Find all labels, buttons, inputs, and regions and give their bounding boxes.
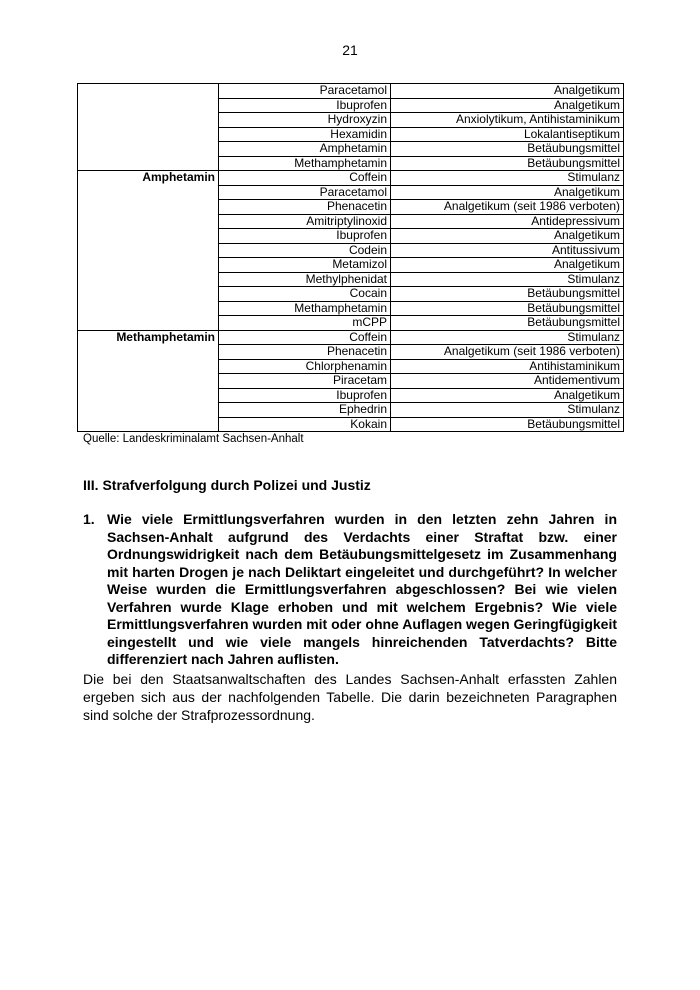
table-row bbox=[78, 272, 624, 287]
category-cell: Betäubungsmittel bbox=[391, 316, 624, 331]
table-row bbox=[78, 243, 624, 258]
table-row bbox=[78, 127, 624, 142]
substance-cell: Chlorphenamin bbox=[219, 359, 391, 374]
category-cell: Analgetikum bbox=[391, 258, 624, 273]
category-cell: Antitussivum bbox=[391, 243, 624, 258]
category-cell: Betäubungsmittel bbox=[391, 417, 624, 432]
group-cell bbox=[78, 403, 219, 418]
group-cell bbox=[78, 98, 219, 113]
page-number: 21 bbox=[342, 42, 358, 58]
substance-cell: Piracetam bbox=[219, 374, 391, 389]
table-body bbox=[78, 84, 624, 432]
group-cell: Amphetamin bbox=[78, 171, 219, 186]
substance-cell: Coffein bbox=[219, 171, 391, 186]
substance-cell: Ibuprofen bbox=[219, 388, 391, 403]
substance-cell: Ibuprofen bbox=[219, 229, 391, 244]
category-cell: Anxiolytikum, Antihistaminikum bbox=[391, 113, 624, 128]
group-cell bbox=[78, 374, 219, 389]
substance-cell: Hydroxyzin bbox=[219, 113, 391, 128]
category-cell: Lokalantiseptikum bbox=[391, 127, 624, 142]
substance-cell: Codein bbox=[219, 243, 391, 258]
table-row bbox=[78, 330, 624, 345]
table-row bbox=[78, 214, 624, 229]
substance-cell: Hexamidin bbox=[219, 127, 391, 142]
category-cell: Antihistaminikum bbox=[391, 359, 624, 374]
category-cell: Analgetikum bbox=[391, 84, 624, 99]
group-cell bbox=[78, 127, 219, 142]
table-row bbox=[78, 200, 624, 215]
table-row bbox=[78, 359, 624, 374]
substance-cell: Methamphetamin bbox=[219, 156, 391, 171]
group-cell bbox=[78, 345, 219, 360]
table-row bbox=[78, 316, 624, 331]
table-row bbox=[78, 185, 624, 200]
substance-cell: Cocain bbox=[219, 287, 391, 302]
category-cell: Stimulanz bbox=[391, 403, 624, 418]
category-cell: Analgetikum bbox=[391, 98, 624, 113]
group-cell bbox=[78, 272, 219, 287]
group-cell bbox=[78, 359, 219, 374]
substance-cell: mCPP bbox=[219, 316, 391, 331]
category-cell: Betäubungsmittel bbox=[391, 156, 624, 171]
question-text: Wie viele Ermittlungsverfahren wurden in den letzten zehn Jahren in Sachsen-Anhalt aufgrund des Verdachts einer Straftat bzw. einer Ordnungswidrigkeit nach dem Betäubungsmittelgesetz im Zusammenhang mit harten Drogen je nach Deliktart eingeleitet und durchgeführt? In welcher Weise wurden die Ermittlungsverfahren abgeschlossen? Bei wie vielen Verfahren wurde Klage erhoben und mit welchem Ergebnis? Wie viele Ermittlungsverfahren wurden mit oder ohne Auflagen wegen Geringfügigkeit eingestellt und wie viele mangels hinreichenden Tatverdachts? Bitte differenziert nach Jahren auflisten. bbox=[107, 511, 617, 667]
category-cell: Betäubungsmittel bbox=[391, 142, 624, 157]
section-heading: III. Strafverfolgung durch Polizei und Justiz bbox=[83, 477, 371, 493]
table-row bbox=[78, 258, 624, 273]
group-cell bbox=[78, 185, 219, 200]
group-cell bbox=[78, 214, 219, 229]
table-row bbox=[78, 301, 624, 316]
group-cell bbox=[78, 258, 219, 273]
group-cell bbox=[78, 84, 219, 99]
substance-table bbox=[77, 83, 624, 432]
substance-cell: Phenacetin bbox=[219, 345, 391, 360]
substance-cell: Ibuprofen bbox=[219, 98, 391, 113]
substance-cell: Ephedrin bbox=[219, 403, 391, 418]
table-row bbox=[78, 113, 624, 128]
answer-paragraph: Die bei den Staatsanwaltschaften des Landes Sachsen-Anhalt erfassten Zahlen ergeben sich aus der nachfolgenden Tabelle. Die darin bezeichneten Paragraphen sind solche der Strafprozessordnung. bbox=[83, 671, 617, 723]
table-row bbox=[78, 84, 624, 99]
question-number: 1. bbox=[83, 511, 95, 527]
group-cell bbox=[78, 229, 219, 244]
category-cell: Analgetikum bbox=[391, 388, 624, 403]
group-cell: Methamphetamin bbox=[78, 330, 219, 345]
table-row bbox=[78, 287, 624, 302]
group-cell bbox=[78, 287, 219, 302]
category-cell: Betäubungsmittel bbox=[391, 287, 624, 302]
table-row bbox=[78, 374, 624, 389]
group-cell bbox=[78, 301, 219, 316]
substance-cell: Paracetamol bbox=[219, 185, 391, 200]
category-cell: Stimulanz bbox=[391, 171, 624, 186]
group-cell bbox=[78, 200, 219, 215]
substance-cell: Metamizol bbox=[219, 258, 391, 273]
substance-cell: Phenacetin bbox=[219, 200, 391, 215]
substance-cell: Methamphetamin bbox=[219, 301, 391, 316]
substance-cell: Amphetamin bbox=[219, 142, 391, 157]
question-block bbox=[83, 511, 617, 669]
group-cell bbox=[78, 156, 219, 171]
group-cell bbox=[78, 113, 219, 128]
table-row bbox=[78, 229, 624, 244]
table-row bbox=[78, 345, 624, 360]
category-cell: Analgetikum (seit 1986 verboten) bbox=[391, 345, 624, 360]
category-cell: Stimulanz bbox=[391, 330, 624, 345]
table-row bbox=[78, 403, 624, 418]
category-cell: Analgetikum bbox=[391, 229, 624, 244]
category-cell: Betäubungsmittel bbox=[391, 301, 624, 316]
substance-cell: Coffein bbox=[219, 330, 391, 345]
substance-cell: Methylphenidat bbox=[219, 272, 391, 287]
substance-cell: Kokain bbox=[219, 417, 391, 432]
category-cell: Analgetikum bbox=[391, 185, 624, 200]
substance-cell: Paracetamol bbox=[219, 84, 391, 99]
table-row bbox=[78, 98, 624, 113]
table-source: Quelle: Landeskriminalamt Sachsen-Anhalt bbox=[83, 433, 304, 445]
table-row bbox=[78, 156, 624, 171]
group-cell bbox=[78, 388, 219, 403]
group-cell bbox=[78, 142, 219, 157]
group-cell bbox=[78, 417, 219, 432]
category-cell: Stimulanz bbox=[391, 272, 624, 287]
table-row bbox=[78, 417, 624, 432]
table-row bbox=[78, 171, 624, 186]
group-cell bbox=[78, 243, 219, 258]
category-cell: Antidepressivum bbox=[391, 214, 624, 229]
category-cell: Antidementivum bbox=[391, 374, 624, 389]
substance-cell: Amitriptylinoxid bbox=[219, 214, 391, 229]
table-row bbox=[78, 142, 624, 157]
group-cell bbox=[78, 316, 219, 331]
table-row bbox=[78, 388, 624, 403]
category-cell: Analgetikum (seit 1986 verboten) bbox=[391, 200, 624, 215]
